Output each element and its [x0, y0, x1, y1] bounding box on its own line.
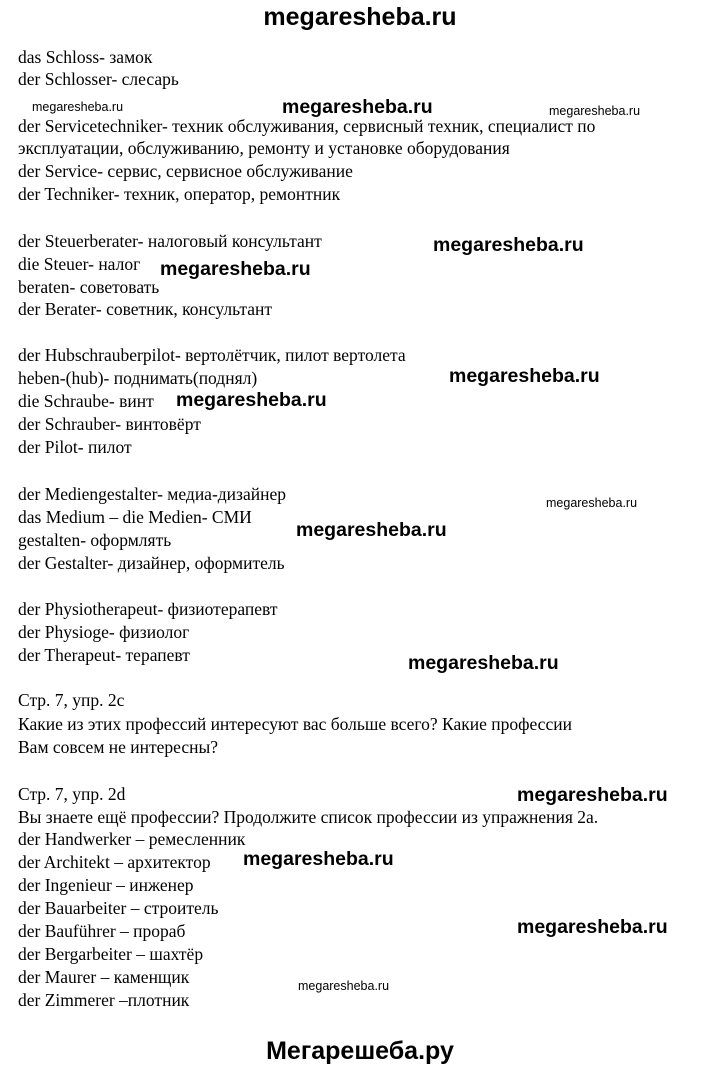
watermark-small: megaresheba.ru	[546, 496, 638, 510]
text-line: der Bauführer – прораб	[18, 921, 186, 941]
text-line: beraten- советовать	[18, 277, 160, 297]
watermark: megaresheba.ru	[449, 365, 600, 387]
text-line: der Architekt – архитектор	[18, 852, 211, 872]
text-line: der Berater- советник, консультант	[18, 299, 273, 319]
watermark: megaresheba.ru	[176, 389, 327, 411]
text-line: der Physioge- физиолог	[18, 622, 190, 642]
section-heading: Стр. 7, упр. 2c	[18, 690, 125, 710]
watermark: megaresheba.ru	[433, 234, 584, 256]
text-line: die Steuer- налог	[18, 254, 141, 274]
text-line: der Techniker- техник, оператор, ремонтник	[18, 184, 341, 204]
watermark: megaresheba.ru	[296, 519, 447, 541]
text-line: Вам совсем не интересны?	[18, 737, 219, 757]
text-line: der Schrauber- винтовёрт	[18, 414, 201, 434]
text-line: der Therapeut- терапевт	[18, 645, 190, 665]
text-line: das Schloss- замок	[18, 47, 153, 67]
watermark: megaresheba.ru	[160, 258, 311, 280]
section-heading: Стр. 7, упр. 2d	[18, 784, 126, 804]
site-header: megaresheba.ru	[263, 3, 457, 31]
text-line: эксплуатации, обслуживанию, ремонту и установке оборудования	[18, 138, 510, 158]
watermark: megaresheba.ru	[517, 784, 668, 806]
text-line: der Ingenieur – инженер	[18, 875, 194, 895]
text-line: der Zimmerer –плотник	[18, 990, 190, 1010]
site-footer: Мегарешеба.ру	[266, 1037, 454, 1065]
watermark: megaresheba.ru	[408, 652, 559, 674]
text-line: der Maurer – каменщик	[18, 967, 190, 987]
watermark-small: megaresheba.ru	[32, 100, 124, 114]
text-line: der Handwerker – ремесленник	[18, 829, 246, 849]
text-line: der Bergarbeiter – шахтёр	[18, 944, 204, 964]
text-line: der Hubschrauberpilot- вертолётчик, пилот вертолета	[18, 345, 406, 365]
text-line: gestalten- оформлять	[18, 530, 172, 550]
text-line: heben-(hub)- поднимать(поднял)	[18, 368, 258, 388]
text-line: der Servicetechniker- техник обслуживания, сервисный техник, специалист по	[18, 116, 596, 136]
watermark-small: megaresheba.ru	[549, 104, 641, 118]
text-line: der Mediengestalter- медиа-дизайнер	[18, 484, 286, 504]
text-line: der Bauarbeiter – строитель	[18, 898, 219, 918]
text-line: der Pilot- пилот	[18, 437, 132, 457]
text-line: der Schlosser- слесарь	[18, 69, 179, 89]
watermark: megaresheba.ru	[243, 848, 394, 870]
text-line: Какие из этих профессий интересуют вас больше всего? Какие профессии	[18, 714, 572, 734]
text-line: der Gestalter- дизайнер, оформитель	[18, 553, 285, 573]
text-line: der Service- сервис, сервисное обслуживание	[18, 161, 353, 181]
watermark: megaresheba.ru	[282, 96, 433, 118]
watermark-small: megaresheba.ru	[298, 979, 390, 993]
text-line: die Schraube- винт	[18, 391, 154, 411]
text-line: Вы знаете ещё профессии? Продолжите список профессии из упражнения 2а.	[18, 807, 599, 827]
watermark: megaresheba.ru	[517, 916, 668, 938]
text-line: das Medium – die Medien- СМИ	[18, 507, 252, 527]
text-line: der Steuerberater- налоговый консультант	[18, 231, 322, 251]
text-line: der Physiotherapeut- физиотерапевт	[18, 599, 278, 619]
